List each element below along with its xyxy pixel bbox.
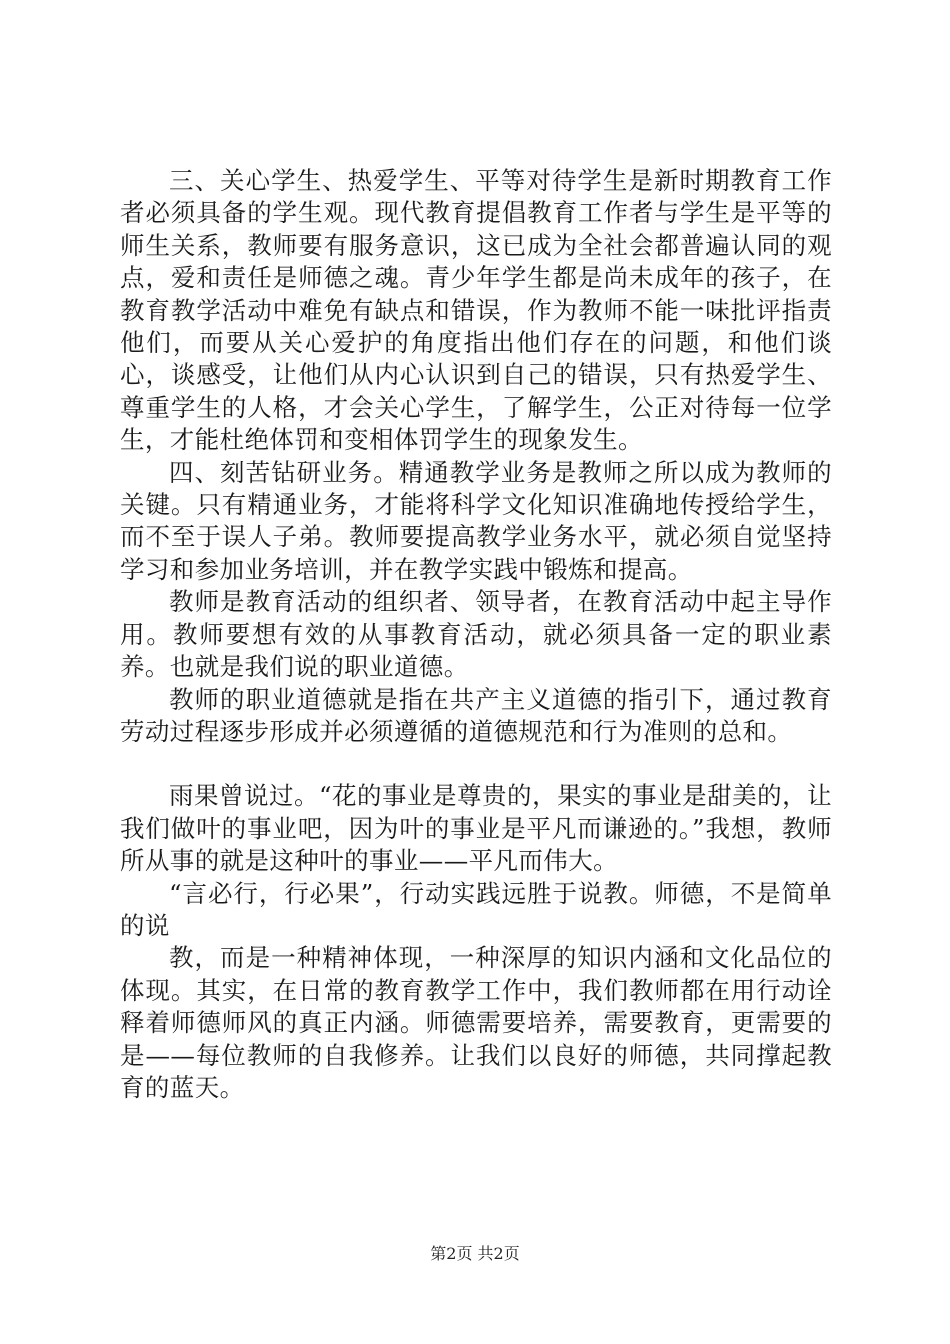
page-number-footer: 第2页 共2页 [430, 1244, 520, 1263]
document-body [120, 165, 832, 1104]
paragraph-professional-ethics: 教师的职业道德就是指在共产主义道德的指引下，通过教育劳动过程逐步形成并必须遵循的道德规范和行为准则的总和。 [120, 684, 832, 746]
paragraph-action-over-words: “言必行，行必果”，行动实践远胜于说教。师德，不是简单的说 [120, 878, 832, 940]
paragraph-spacer [120, 748, 832, 780]
paragraph-spirit-embodiment: 教，而是一种精神体现，一种深厚的知识内涵和文化品位的体现。其实，在日常的教育教学工作中，我们教师都在用行动诠释着师德师风的真正内涵。师德需要培养，需要教育，更需要的是——每位教师的自我修养。让我们以良好的师德，共同撑起教育的蓝天。 [120, 943, 832, 1102]
paragraph-hugo-quote: 雨果曾说过。“花的事业是尊贵的，果实的事业是甜美的，让我们做叶的事业吧，因为叶的事业是平凡而谦逊的。”我想，教师所从事的就是这种叶的事业——平凡而伟大。 [120, 781, 832, 876]
paragraph-student-view: 三、关心学生、热爱学生、平等对待学生是新时期教育工作者必须具备的学生观。现代教育提倡教育工作者与学生是平等的师生关系，教师要有服务意识，这已成为全社会都普遍认同的观点，爱和责任是师德之魂。青少年学生都是尚未成年的孩子，在教育教学活动中难免有缺点和错误，作为教师不能一味批评指责他们，而要从关心爱护的角度指出他们存在的问题，和他们谈心，谈感受，让他们从内心认识到自己的错误，只有热爱学生、尊重学生的人格，才会关心学生，了解学生，公正对待每一位学生，才能杜绝体罚和变相体罚学生的现象发生。 [120, 166, 832, 455]
paragraph-study-business: 四、刻苦钻研业务。精通教学业务是教师之所以成为教师的关键。只有精通业务，才能将科学文化知识准确地传授给学生，而不至于误人子弟。教师要提高教学业务水平，就必须自觉坚持学习和参加业务培训，并在教学实践中锻炼和提高。 [120, 457, 832, 584]
paragraph-teacher-role: 教师是教育活动的组织者、领导者，在教育活动中起主导作用。教师要想有效的从事教育活动，就必须具备一定的职业素养。也就是我们说的职业道德。 [120, 587, 832, 682]
